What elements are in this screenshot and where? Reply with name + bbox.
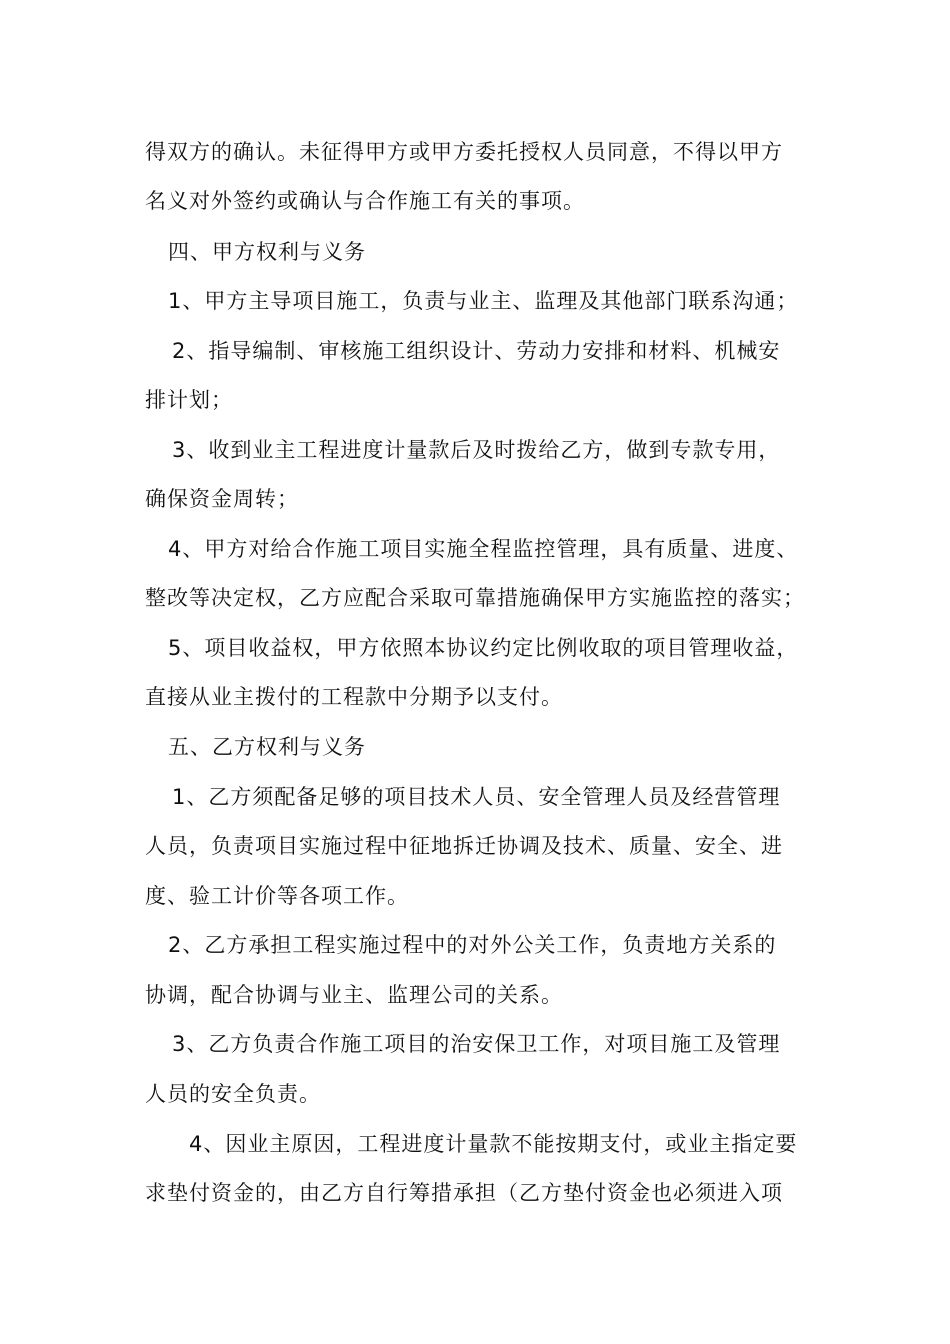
text-line: 人员的安全负责。 — [145, 1082, 321, 1106]
text-line: 2、乙方承担工程实施过程中的对外公关工作，负责地方关系的 — [168, 933, 777, 957]
text-line: 4、甲方对给合作施工项目实施全程监控管理，具有质量、进度、 — [168, 537, 799, 561]
text-line: 得双方的确认。未征得甲方或甲方委托授权人员同意，不得以甲方 — [145, 140, 783, 164]
text-line: 3、乙方负责合作施工项目的治安保卫工作，对项目施工及管理 — [172, 1032, 781, 1056]
text-line: 1、乙方须配备足够的项目技术人员、安全管理人员及经营管理 — [172, 785, 781, 809]
text-line: 求垫付资金的，由乙方自行筹措承担（乙方垫付资金也必须进入项 — [145, 1181, 783, 1205]
text-line: 3、收到业主工程进度计量款后及时拨给乙方，做到专款专用， — [172, 438, 781, 462]
text-line: 4、因业主原因，工程进度计量款不能按期支付，或业主指定要 — [189, 1132, 798, 1156]
text-line: 名义对外签约或确认与合作施工有关的事项。 — [145, 189, 585, 213]
text-line: 直接从业主拨付的工程款中分期予以支付。 — [145, 685, 563, 709]
section-heading: 五、乙方权利与义务 — [168, 735, 366, 759]
text-line: 确保资金周转； — [145, 487, 299, 511]
text-line: 2、指导编制、审核施工组织设计、劳动力安排和材料、机械安 — [172, 339, 781, 363]
text-line: 人员，负责项目实施过程中征地拆迁协调及技术、质量、安全、进 — [145, 834, 783, 858]
text-line: 协调，配合协调与业主、监理公司的关系。 — [145, 983, 563, 1007]
section-heading: 四、甲方权利与义务 — [168, 240, 366, 264]
text-line: 度、验工计价等各项工作。 — [145, 884, 409, 908]
text-line: 排计划； — [145, 388, 233, 412]
text-line: 5、项目收益权，甲方依照本协议约定比例收取的项目管理收益， — [168, 636, 799, 660]
text-line: 1、甲方主导项目施工，负责与业主、监理及其他部门联系沟通； — [168, 289, 799, 313]
text-line: 整改等决定权，乙方应配合采取可靠措施确保甲方实施监控的落实； — [145, 586, 805, 610]
